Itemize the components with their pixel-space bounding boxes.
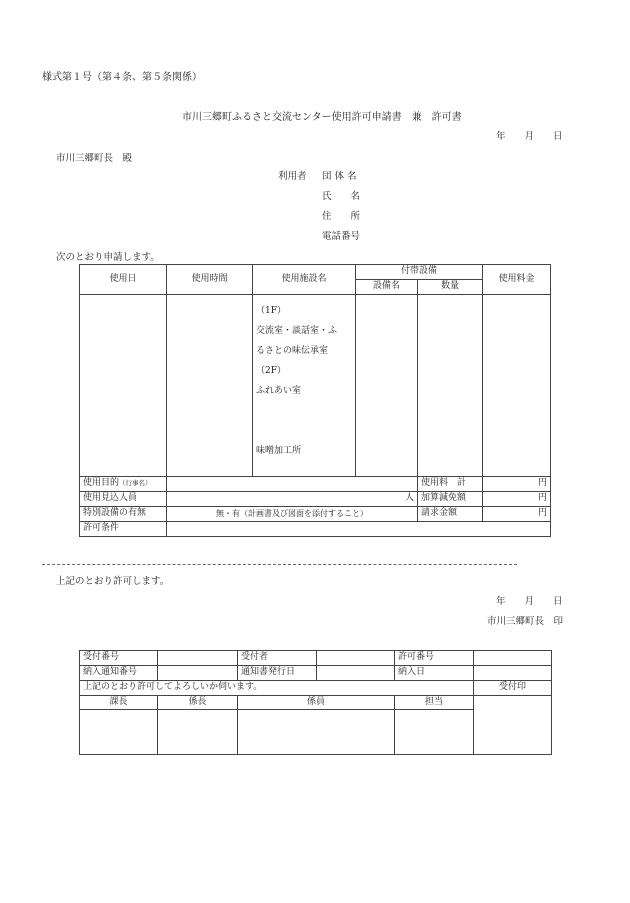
col-equipment-name: 設備名: [356, 280, 418, 295]
col-quantity: 数量: [418, 280, 483, 295]
billed-label: 請求金額: [418, 507, 483, 522]
applicant-label: 利用者: [278, 171, 307, 182]
facility-line: [256, 401, 352, 421]
facility-cell[interactable]: [253, 295, 356, 477]
notice-issue-date-input[interactable]: [317, 666, 395, 681]
date-cell[interactable]: [80, 295, 167, 477]
facility-line: [256, 421, 352, 441]
receipt-no-label: 受付番号: [80, 651, 158, 666]
surcharge-label: 加算減免額: [418, 492, 483, 507]
expected-people-label: 使用見込人員: [80, 492, 167, 507]
conditions-input[interactable]: [167, 522, 551, 537]
facility-line: 味噌加工所: [256, 446, 302, 456]
equipment-name-cell[interactable]: [356, 295, 418, 477]
conditions-label: 許可条件: [80, 522, 167, 537]
application-date: 年 月 日: [496, 131, 563, 142]
receiver-label: 受付者: [238, 651, 317, 666]
applicant-phone-label: 電話番号: [322, 231, 361, 242]
payment-date-label: 納入日: [395, 666, 474, 681]
staff-seal[interactable]: [238, 710, 395, 755]
cut-line: [42, 564, 517, 565]
permit-no-label: 許可番号: [395, 651, 474, 666]
receiver-input[interactable]: [317, 651, 395, 666]
subsection-chief-seal[interactable]: [158, 710, 238, 755]
special-equipment-label: 特別設備の有無: [80, 507, 167, 522]
applicant-name-label: 氏 名: [322, 191, 361, 202]
billed-value[interactable]: 円: [483, 507, 551, 522]
permit-no-input[interactable]: [474, 651, 552, 666]
receipt-stamp-box[interactable]: [474, 696, 552, 755]
facility-line: ふれあい室: [256, 386, 302, 396]
col-equipment: 付帯設備: [356, 265, 483, 280]
receipt-no-input[interactable]: [158, 651, 238, 666]
approval-date: 年 月 日: [496, 596, 563, 607]
col-fee: 使用料金: [483, 265, 551, 295]
quantity-cell[interactable]: [418, 295, 483, 477]
approval-text: 上記のとおり許可します。: [56, 576, 170, 587]
form-number: 様式第１号（第４条、第５条関係）: [42, 72, 202, 83]
subsection-chief-label: 係長: [158, 696, 238, 710]
fee-cell[interactable]: [483, 295, 551, 477]
facility-line: （1F）: [256, 306, 286, 316]
facility-line: 交流室・談話室・ふ: [256, 326, 338, 336]
purpose-input[interactable]: [167, 477, 418, 492]
purpose-note: （行事名）: [119, 479, 152, 488]
col-date: 使用日: [80, 265, 167, 295]
applicant-address-label: 住 所: [322, 211, 361, 222]
purpose-label: 使用目的（行事名）: [80, 477, 167, 492]
in-charge-seal[interactable]: [395, 710, 474, 755]
application-table: [79, 264, 551, 537]
staff-label: 係員: [238, 696, 395, 710]
approval-signer: 市川三郷町長 印: [487, 616, 564, 627]
payment-notice-no-input[interactable]: [158, 666, 238, 681]
fee-total-label: 使用料 計: [418, 477, 483, 492]
notice-issue-date-label: 通知書発行日: [238, 666, 317, 681]
request-text: 上記のとおり許可してよろしいか伺います。: [80, 681, 474, 696]
col-time: 使用時間: [167, 265, 253, 295]
page-title: 市川三郷町ふるさと交流センター使用許可申請書 兼 許可書: [182, 112, 462, 123]
special-equipment-value[interactable]: 無・有（計画書及び図面を添付すること）: [167, 507, 418, 522]
time-cell[interactable]: [167, 295, 253, 477]
col-facility: 使用施設名: [253, 265, 356, 295]
fee-total-value[interactable]: 円: [483, 477, 551, 492]
payment-date-input[interactable]: [474, 666, 552, 681]
facility-line: （2F）: [256, 366, 286, 376]
facility-line: るさとの味伝承室: [256, 346, 329, 356]
surcharge-value[interactable]: 円: [483, 492, 551, 507]
section-chief-label: 課長: [80, 696, 158, 710]
addressee: 市川三郷町長 殿: [56, 153, 133, 164]
receipt-stamp-label: 受付印: [474, 681, 552, 696]
office-table: [79, 650, 552, 755]
intro-text: 次のとおり申請します。: [56, 252, 160, 263]
applicant-org-label: 団 体 名: [322, 171, 357, 182]
in-charge-label: 担当: [395, 696, 474, 710]
payment-notice-no-label: 納入通知番号: [80, 666, 158, 681]
expected-people-input[interactable]: 人: [167, 492, 418, 507]
section-chief-seal[interactable]: [80, 710, 158, 755]
